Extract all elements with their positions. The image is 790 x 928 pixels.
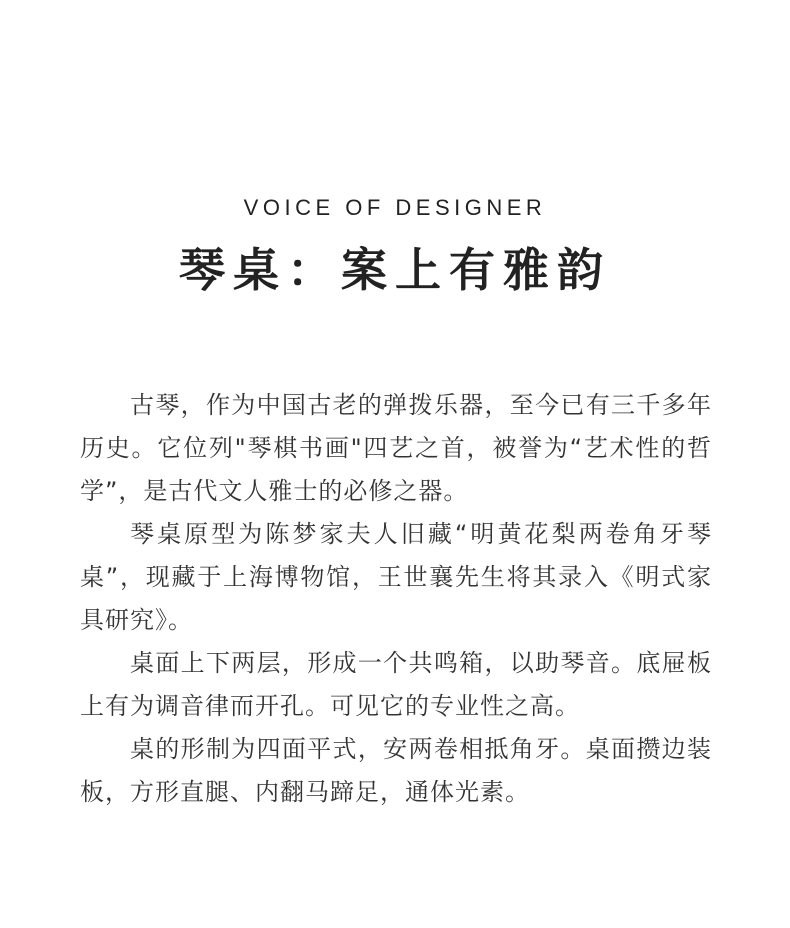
page-title: 琴桌：案上有雅韵 — [179, 243, 611, 297]
paragraph-prototype: 琴桌原型为陈梦家夫人旧藏“明黄花梨两卷角牙琴桌”，现藏于上海博物馆，王世襄先生将其录入《明式家具研究》。 — [80, 520, 712, 634]
paragraph-resonance: 桌面上下两层，形成一个共鸣箱，以助琴音。底屉板上有为调音律而开孔。可见它的专业性之高。 — [80, 649, 712, 720]
section-kicker: VOICE OF DESIGNER — [243, 195, 547, 220]
paragraph-guqin-history: 古琴，作为中国古老的弹拨乐器，至今已有三千多年历史。它位列"琴棋书画"四艺之首，被誉为“艺术性的哲学”，是古代文人雅士的必修之器。 — [80, 391, 712, 505]
article-body — [80, 384, 712, 814]
paragraph-form: 桌的形制为四面平式，安两卷相抵角牙。桌面攒边装板，方形直腿、内翻马蹄足，通体光素。 — [80, 735, 712, 806]
